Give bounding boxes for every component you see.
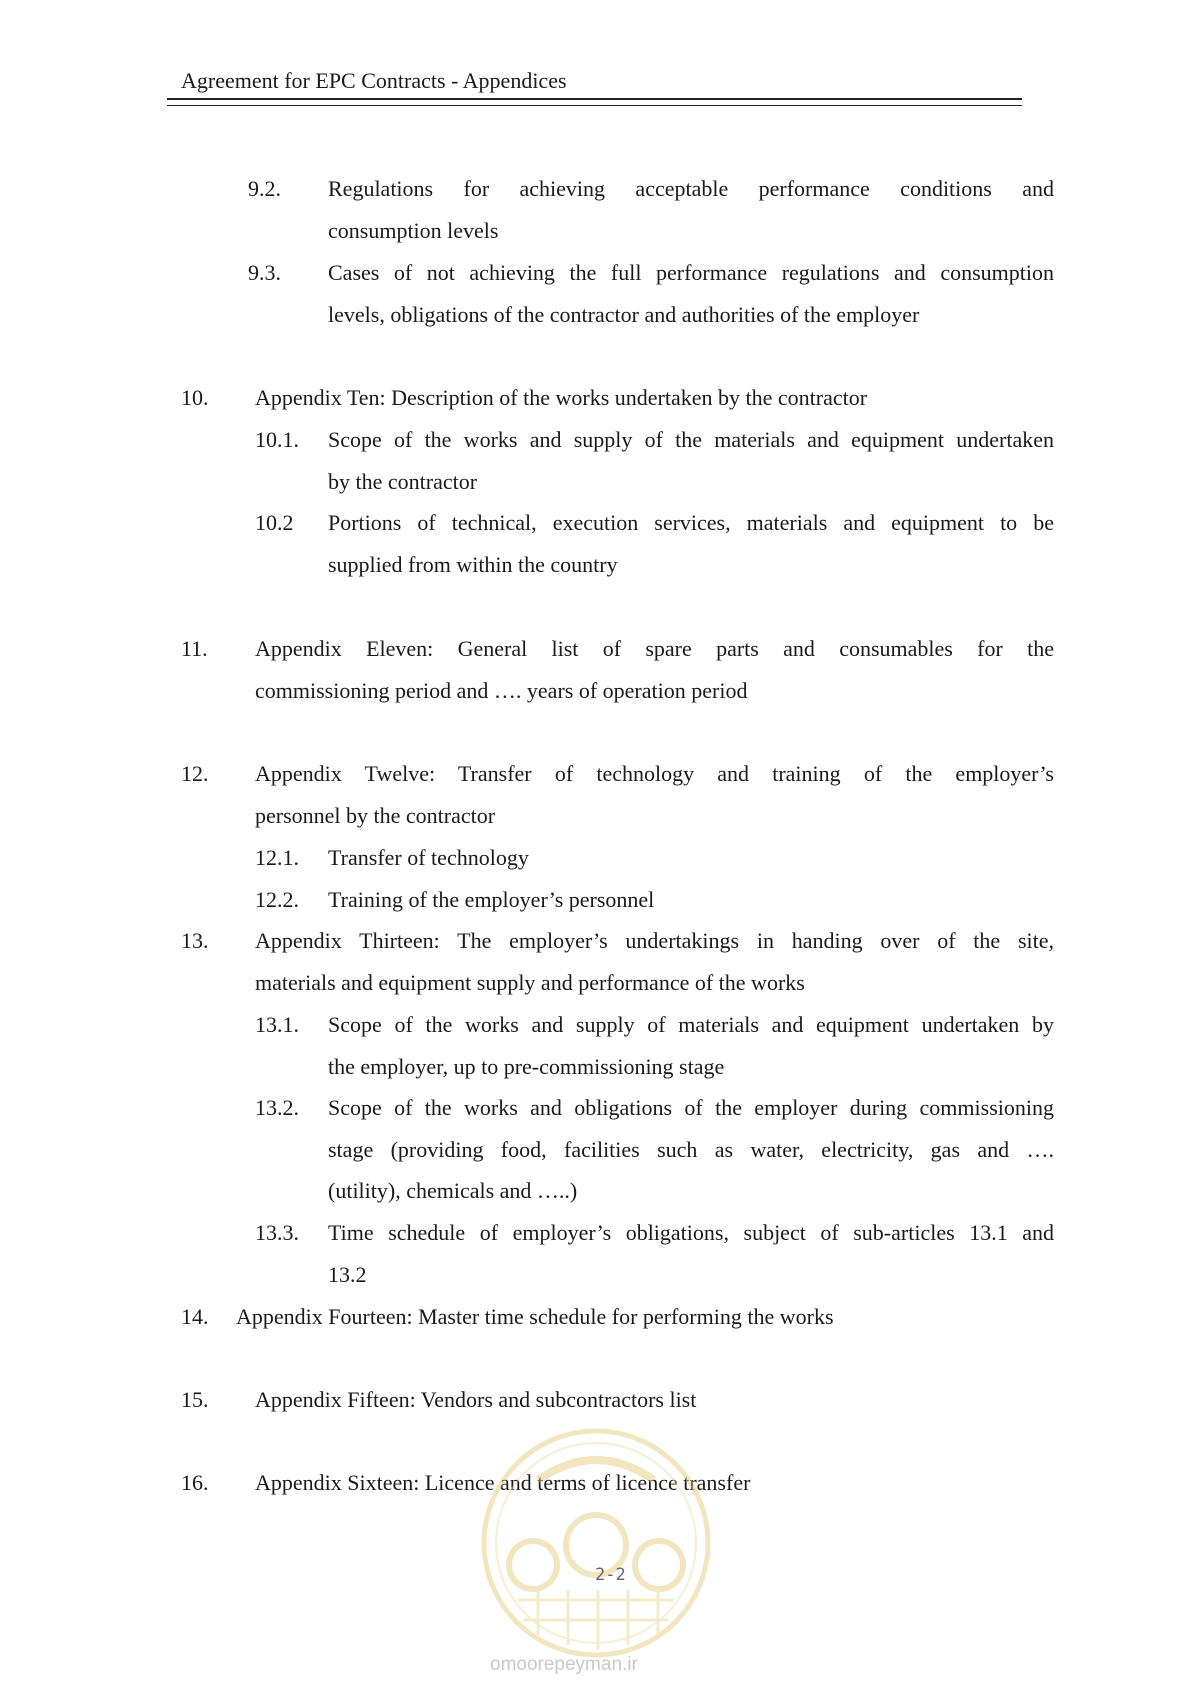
item-text: (utility), chemicals and …..)	[328, 1178, 578, 1203]
item-number: 16.	[181, 1470, 209, 1495]
item-text: Scope of the works and obligations of the employer during commissioning	[328, 1095, 1054, 1120]
item-number: 13.1.	[255, 1012, 299, 1037]
item-text: Regulations for achieving acceptable performance conditions and	[328, 176, 1054, 201]
item-number: 13.2.	[255, 1095, 299, 1120]
item-text: Portions of technical, execution services, materials and equipment to be	[328, 510, 1054, 535]
item-text: materials and equipment supply and performance of the works	[255, 970, 805, 995]
item-text: Training of the employer’s personnel	[328, 887, 655, 912]
item-number: 9.2.	[248, 176, 281, 201]
item-text: stage (providing food, facilities such as water, electricity, gas and ….	[328, 1137, 1054, 1162]
item-text: the employer, up to pre-commissioning stage	[328, 1054, 725, 1079]
item-text: Appendix Twelve: Transfer of technology and training of the employer’s	[255, 761, 1054, 786]
item-text: commissioning period and …. years of operation period	[255, 678, 748, 703]
item-number: 12.	[181, 761, 209, 786]
watermark-text: omoorepeyman.ir	[490, 1654, 638, 1675]
item-number: 14.	[181, 1304, 209, 1329]
item-text: Appendix Fourteen: Master time schedule for performing the works	[236, 1304, 834, 1329]
watermark-seal	[478, 1425, 714, 1661]
item-text: by the contractor	[328, 469, 478, 494]
item-text: Appendix Sixteen: Licence and terms of licence transfer	[255, 1470, 751, 1495]
item-text: Time schedule of employer’s obligations, subject of sub-articles 13.1 and	[328, 1220, 1054, 1245]
page-number: 2-2	[595, 1565, 626, 1585]
item-number: 10.2	[255, 510, 294, 535]
item-text: Appendix Ten: Description of the works undertaken by the contractor	[255, 385, 868, 410]
item-number: 15.	[181, 1387, 209, 1412]
item-number: 12.2.	[255, 887, 299, 912]
page-header-title: Agreement for EPC Contracts - Appendices	[181, 68, 567, 93]
item-number: 13.3.	[255, 1220, 299, 1245]
item-number: 10.	[181, 385, 209, 410]
item-text: Transfer of technology	[328, 845, 529, 870]
item-text: Scope of the works and supply of the materials and equipment undertaken	[328, 427, 1054, 452]
item-number: 9.3.	[248, 260, 281, 285]
item-text: Cases of not achieving the full performance regulations and consumption	[328, 260, 1054, 285]
item-number: 13.	[181, 928, 209, 953]
item-text: Appendix Eleven: General list of spare parts and consumables for the	[255, 636, 1054, 661]
item-text: consumption levels	[328, 218, 499, 243]
item-number: 10.1.	[255, 427, 299, 452]
item-text: Scope of the works and supply of materials and equipment undertaken by	[328, 1012, 1054, 1037]
item-text: personnel by the contractor	[255, 803, 496, 828]
item-text: 13.2	[328, 1262, 367, 1287]
item-text: levels, obligations of the contractor and authorities of the employer	[328, 302, 920, 327]
item-text: supplied from within the country	[328, 552, 618, 577]
item-text: Appendix Thirteen: The employer’s undertakings in handing over of the site,	[255, 928, 1054, 953]
item-number: 11.	[181, 636, 208, 661]
item-number: 12.1.	[255, 845, 299, 870]
item-text: Appendix Fifteen: Vendors and subcontractors list	[255, 1387, 697, 1412]
